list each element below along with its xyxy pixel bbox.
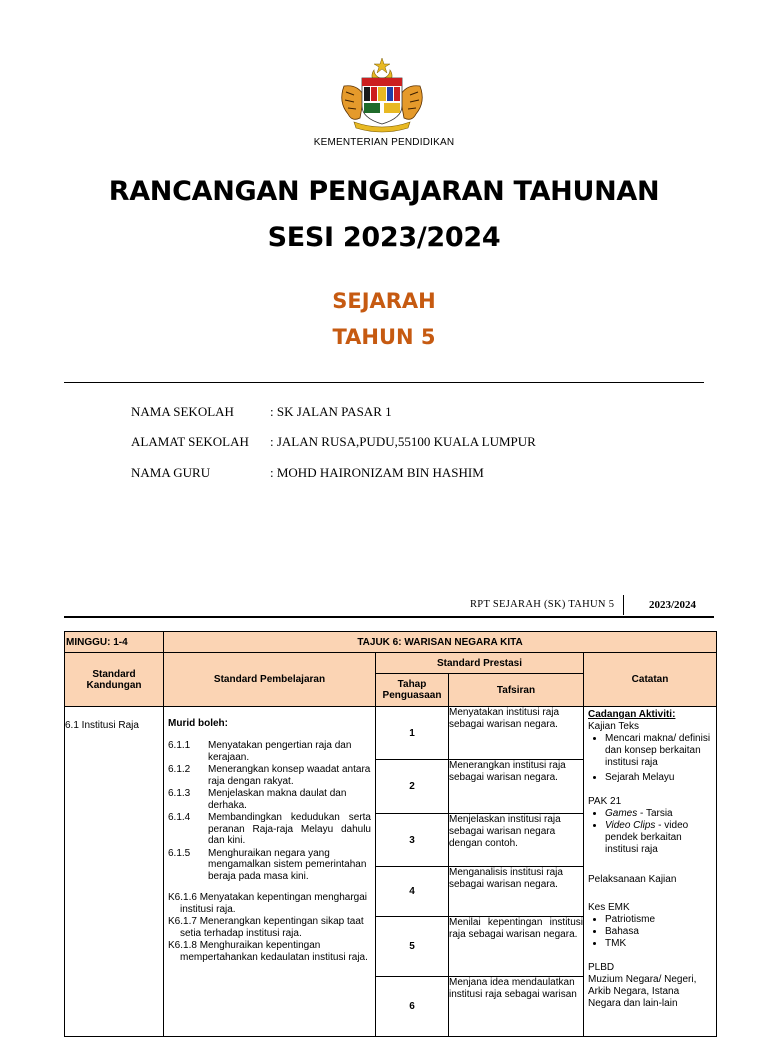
year-title: TAHUN 5: [332, 325, 436, 349]
info-label: NAMA SEKOLAH: [131, 404, 234, 419]
games-text: - Tarsia: [637, 808, 673, 819]
rpt-table: [64, 631, 717, 1037]
cadangan-heading: Cadangan Aktiviti:: [588, 709, 676, 720]
standard-kandungan-cell: 6.1 Institusi Raja: [65, 707, 164, 1037]
divider-line: [64, 382, 704, 383]
level-cell: 1: [376, 707, 449, 760]
info-value: : JALAN RUSA,PUDU,55100 KUALA LUMPUR: [270, 434, 536, 449]
running-header-session: 2023/2024: [649, 599, 697, 611]
school-address-row: [131, 434, 536, 450]
list-item: • Bahasa: [605, 926, 713, 938]
col-tafsiran: Tafsiran: [449, 674, 584, 707]
coat-of-arms-logo: [334, 56, 430, 136]
col-tahap-penguasaan: Tahap Penguasaan: [376, 674, 449, 707]
catatan-content: [588, 709, 713, 1010]
info-value: : SK JALAN PASAR 1: [270, 404, 392, 419]
school-name-row: [131, 404, 392, 420]
header-separator: [623, 595, 624, 615]
level-cell: 5: [376, 917, 449, 977]
running-header-title: RPT SEJARAH (SK) TAHUN 5: [470, 599, 615, 610]
plbd-label: PLBD: [588, 962, 615, 973]
list-item: [168, 764, 371, 787]
pak21-list: [588, 808, 713, 856]
tafsiran-cell: Menganalisis institusi raja sebagai warisan negara.: [449, 867, 584, 917]
sp-text: Menghuraikan negara yang mengamalkan sistem pemerintahan beraja pada masa kini.: [208, 847, 367, 882]
level-cell: 2: [376, 760, 449, 814]
col-standard-pembelajaran: Standard Pembelajaran: [164, 653, 376, 707]
video-label: Video Clips: [605, 820, 656, 831]
sp-code: 6.1.2: [168, 764, 191, 775]
list-item: • Sejarah Melayu: [605, 772, 713, 784]
list-item: [605, 808, 713, 820]
list-item: [168, 848, 371, 883]
document-title: RANCANGAN PENGAJARAN TAHUNAN: [108, 176, 660, 207]
level-cell: 6: [376, 977, 449, 1037]
topic-cell: TAJUK 6: WARISAN NEGARA KITA: [164, 632, 717, 653]
sp-text: Menerangkan konsep waadat antara raja dengan rakyat.: [208, 764, 371, 787]
list-item: • Patriotisme: [605, 914, 713, 926]
tafsiran-cell: Menerangkan institusi raja sebagai warisan negara.: [449, 760, 584, 814]
tafsiran-cell: Menjana idea mendaulatkan institusi raja sebagai warisan: [449, 977, 584, 1037]
pak21-label: PAK 21: [588, 796, 622, 807]
col-catatan: Catatan: [584, 653, 717, 707]
sp-code: 6.1.3: [168, 788, 191, 799]
sp-list: [168, 740, 371, 882]
sp-code: 6.1.5: [168, 847, 191, 859]
sp-code: 6.1.1: [168, 740, 191, 751]
info-label: ALAMAT SEKOLAH: [131, 434, 249, 449]
week-cell: MINGGU: 1-4: [65, 632, 164, 653]
level-cell: 3: [376, 814, 449, 867]
list-item: [168, 740, 371, 763]
subject-title: SEJARAH: [332, 289, 436, 313]
teacher-name-row: [131, 465, 484, 481]
tafsiran-cell: Menjelaskan institusi raja sebagai warisan negara dengan contoh.: [449, 814, 584, 867]
ministry-name: KEMENTERIAN PENDIDIKAN: [313, 137, 455, 148]
tafsiran-cell: Menyatakan institusi raja sebagai warisan negara.: [449, 707, 584, 760]
list-item: [168, 812, 371, 847]
list-item: [168, 788, 371, 811]
catatan-cell: [584, 707, 717, 1037]
col-standard-kandungan: Standard Kandungan: [65, 653, 164, 707]
standard-pembelajaran-cell: [164, 707, 376, 1037]
info-value: : MOHD HAIRONIZAM BIN HASHIM: [270, 465, 484, 480]
sp-text: Membandingkan kedudukan serta peranan Raja-raja Melayu dahulu dan kini.: [208, 812, 371, 846]
col-standard-prestasi: Standard Prestasi: [376, 653, 584, 674]
list-item: • TMK: [605, 938, 713, 950]
sp-text: Menyatakan pengertian raja dan kerajaan.: [208, 740, 352, 763]
sp-text: Menjelaskan makna daulat dan derhaka.: [208, 788, 347, 811]
kes-emk-label: Kes EMK: [588, 902, 630, 913]
sp-code: 6.1.4: [168, 812, 191, 823]
list-item: • Mencari makna/ definisi dan konsep berkaitan institusi raja: [605, 733, 713, 769]
video-text: - video pendek berkaitan institusi raja: [605, 820, 689, 855]
level-cell: 4: [376, 867, 449, 917]
sp-intro: Murid boleh:: [168, 718, 228, 729]
session-title: SESI 2023/2024: [267, 222, 501, 253]
kajian-teks-label: Kajian Teks: [588, 721, 639, 732]
tafsiran-cell: Menilai kepentingan institusi raja sebagai warisan negara.: [449, 917, 584, 977]
list-item: K6.1.8 Menghuraikan kepentingan mempertahankan kedaulatan institusi raja.: [168, 940, 368, 963]
sp-k-list: [168, 892, 371, 963]
header-rule: [64, 616, 714, 618]
list-item: [605, 820, 713, 856]
list-item: K6.1.7 Menerangkan kepentingan sikap taat setia terhadap institusi raja.: [168, 916, 364, 939]
list-item: K6.1.6 Menyatakan kepentingan menghargai institusi raja.: [168, 892, 368, 915]
kajian-list: [588, 733, 713, 784]
emk-list: [588, 914, 713, 950]
pelaksanaan-label: Pelaksanaan Kajian: [588, 874, 677, 885]
info-label: NAMA GURU: [131, 465, 211, 480]
games-label: Games: [605, 808, 638, 819]
plbd-text: Muzium Negara/ Negeri, Arkib Negara, Istana Negara dan lain-lain: [588, 974, 697, 1009]
